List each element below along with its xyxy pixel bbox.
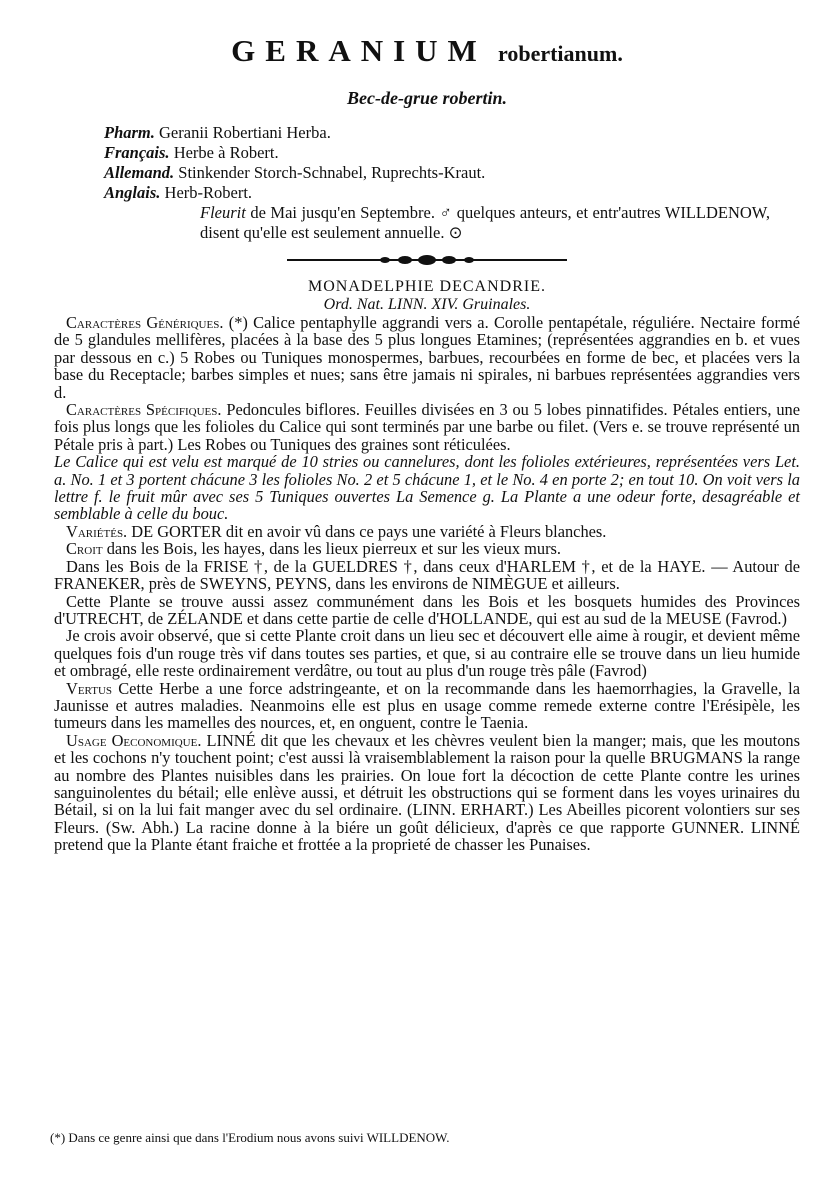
paragraph-generic: Caractères Génériques. (*) Calice pentaphylle aggrandi vers a. Corolle pentapétale, réguliére. Nectaire formé de 5 glandules mellifères, placées à la base des 5 plus longues Etamines; (représentées aggrandies en b. et vues par dessous en c.) 5 Robes ou Tuniques monospermes, barbues, recourbées en forme de bec, et placées vers la base du Receptacle; barbes simples et nues; sans être jamais ni spirales, ni barbues représentées aggrandies vers d.	[54, 313, 800, 402]
paragraph-calyx-note: Le Calice qui est velu est marqué de 10 stries ou cannelures, dont les folioles extérieures, représentées vers Let. a. No. 1 et 3 portent chácune 3 les folioles No. 2 et 5 chácune 1, et le No. 4 en porte 2; en tout 10. On voit vers la lettre f. le fruit mûr avec ses 5 Tuniques ouvertes La Semence g. La Plante a une odeur forte, desagréable et semblable à celle du bouc.	[54, 452, 800, 524]
paragraph-varieties: Variétés. DE GORTER dit en avoir vû dans ce pays une variété à Fleurs blanches.	[66, 521, 607, 541]
name-german: Allemand. Stinkender Storch-Schnabel, Ruprechts-Kraut.	[104, 163, 486, 182]
paragraph-specific: Caractères Spécifiques. Pedoncules biflores. Feuilles divisées en 3 ou 5 lobes pinnatifides. Pétales entiers, une fois plus longs que les folioles du Calice qui sont terminés par une barbe ou filet. (Vers e. se trouve représenté un Pétale pris à part.) Les Robes ou Tuniques des graines sont réticulées.	[54, 400, 800, 454]
natural-order: Ord. Nat. LINN. XIV. Gruinales.	[323, 296, 531, 313]
ornamental-divider	[277, 253, 577, 267]
french-name: Bec-de-grue robertin.	[347, 88, 507, 108]
footnote-marker: (*)	[50, 1130, 66, 1145]
name-pharm: Pharm. Geranii Robertiani Herba.	[104, 123, 331, 142]
paragraph-provinces: Cette Plante se trouve aussi assez communément dans les Bois et les bosquets humides des Provinces d'UTRECHT, de ZÉLANDE et dans cette partie de celle d'HOLLANDE, qui est au sud de la MEUSE (Favrod.)	[54, 591, 800, 628]
paragraph-virtues: Vertus Cette Herbe a une force adstringeante, et on la recommande dans les haemorrhagies, la Gravelle, la Jaunisse et autres maladies. Neanmoins elle est plus en usage comme remede externe contre l'Erésipèle, les tumeurs dans les mamelles des nources, et, en onguent, contre le Taenia.	[54, 678, 800, 733]
paragraph-locations: Dans les Bois de la FRISE †, de la GUELDRES †, dans ceux d'HARLEM †, et de la HAYE. — Autour de FRANEKER, près de SWEYNS, PEYNS, dans les environs de NIMÈGUE et ailleurs.	[54, 556, 800, 594]
name-english: Anglais. Herb-Robert.	[104, 183, 253, 202]
document-page	[54, 34, 800, 854]
footnote	[50, 1130, 450, 1146]
paragraph-habitat: Croit dans les Bois, les hayes, dans les lieux pierreux et sur les vieux murs.	[66, 539, 562, 559]
footnote-text: Dans ce genre ainsi que dans l'Erodium nous avons suivi WILLDENOW.	[68, 1130, 450, 1145]
species-name: robertianum.	[497, 41, 623, 66]
page-title	[54, 34, 800, 66]
genus-name: GERANIUM	[231, 33, 487, 68]
flowering-period: Fleurit de Mai jusqu'en Septembre. ♂ quelques anteurs, et entr'autres WILLDENOW, disent qu'elle est seulement annuelle. ⊙	[200, 203, 770, 242]
linnaean-class: MONADELPHIE DECANDRIE.	[308, 278, 546, 295]
paragraph-observation: Je crois avoir observé, que si cette Plante croit dans un lieu sec et découvert elle aime à rougir, et devient même quelques fois d'un rouge très vif dans toutes ses parties, et que, si au contraire elle se trouve dans un lieu humide et ombragé, elle reste ordinairement verdâtre, ou tout au plus d'un rouge très pâle (Favrod)	[54, 626, 800, 681]
paragraph-economic-use: Usage Oeconomique. LINNÉ dit que les chevaux et les chèvres veulent bien la manger; mais, que les moutons et les cochons n'y touchent point; c'est aussi là vraisemblablement la raison pour la quelle BRUGMANS la range au nombre des Plantes nuisibles dans les prairies. On loue fort la décoction de cette Plante contre les urines sanguinolentes du bétail; elle enlève aussi, et détruit les obstructions qui se forment dans les voyes urinaires du Bétail, si on la lui fait manger avec du sel ordinaire. (LINN. ERHART.) Les Abeilles picorent volontiers sur ses Fleurs. (Sw. Abh.) La racine donne à la biére un goût délicieux, d'après ce que rapporte GUNNER. LINNÉ pretend que la Plante étant fraiche et frottée a la proprieté de chasser les Punaises.	[54, 730, 800, 855]
description-body	[54, 314, 800, 854]
common-names	[104, 123, 800, 203]
name-french: Français. Herbe à Robert.	[104, 143, 279, 162]
